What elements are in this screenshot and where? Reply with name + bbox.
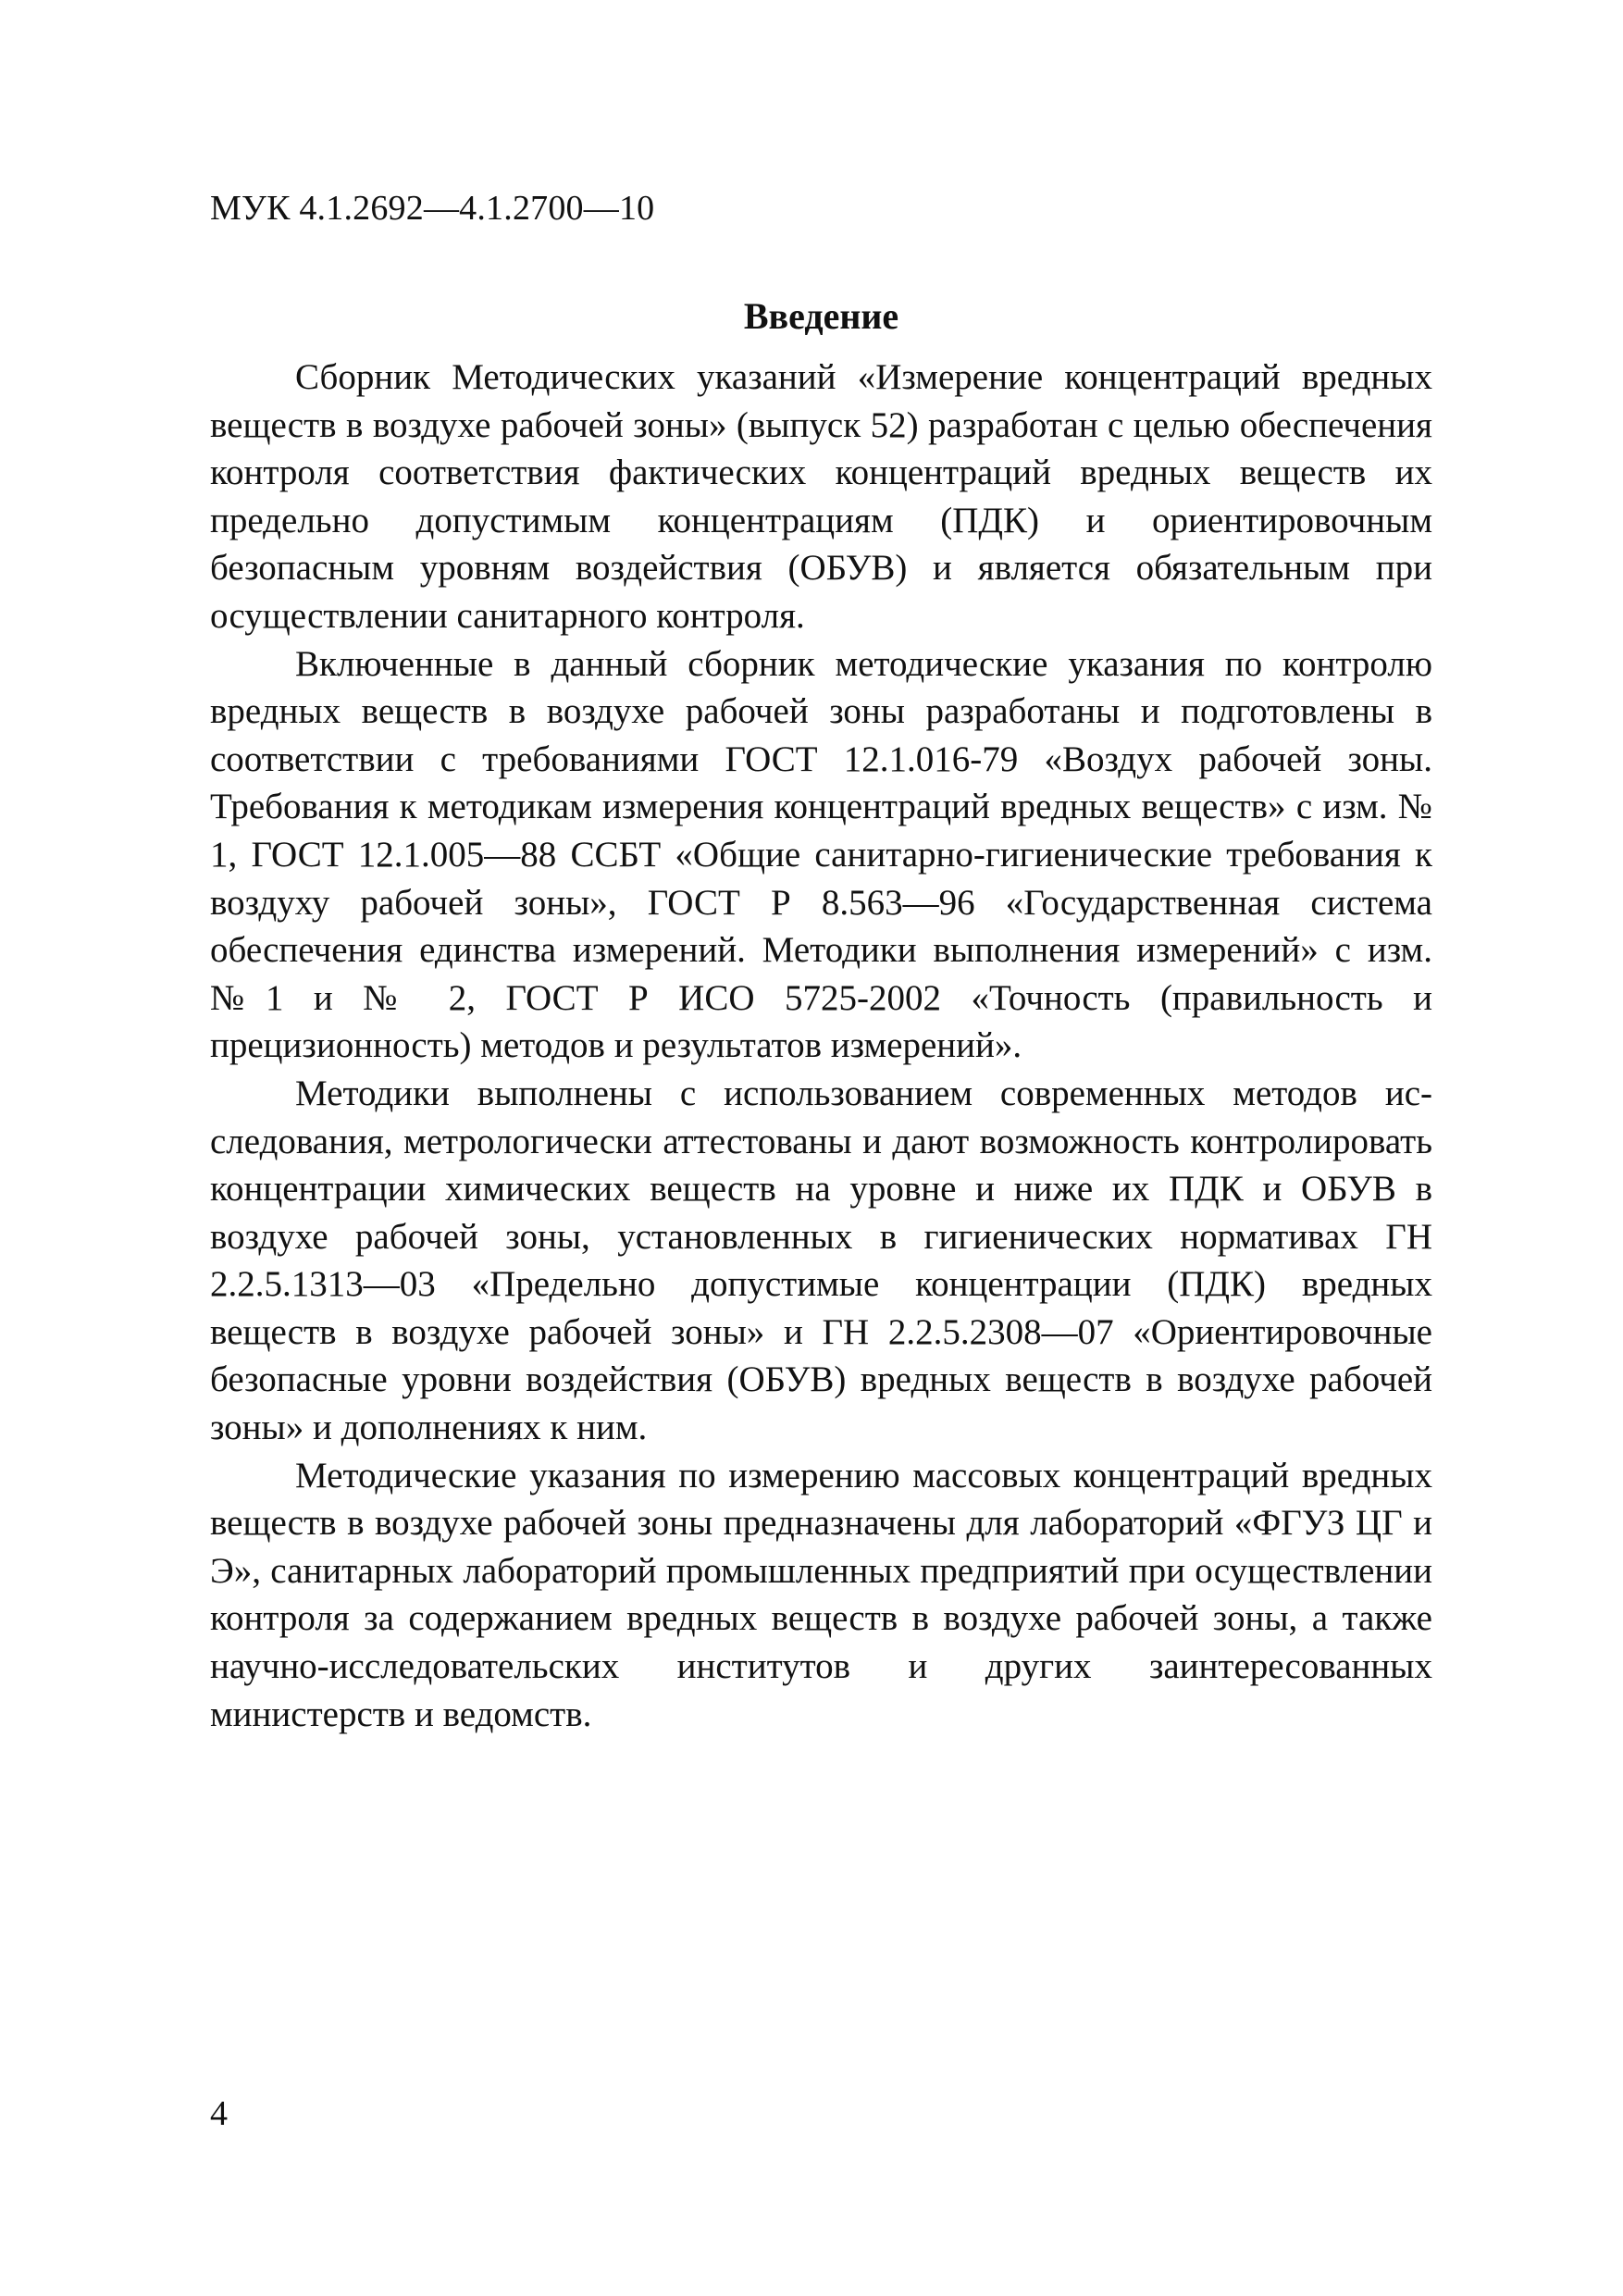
paragraph-4: Методические указания по измерению массовых концентраций вредных веществ в воздухе рабочей зоны предназначены для лабораторий «ФГУЗ ЦГ и Э», санитарных лабораторий промышленных предприятий при осуществлении контроля за содержанием вредных веществ в воздухе рабочей зоны, а также научно-исследовательских институтов и других заинтересованных министерств и ведомств.	[210, 1455, 1432, 1734]
paragraph-2: Включенные в данный сборник методические указания по контролю вредных веществ в воздухе рабочей зоны разработаны и подготовлены в соответствии с требованиями ГОСТ 12.1.016-79 «Воздух рабочей зоны. Требования к методикам измерения концентраций вредных веществ» с изм. № 1, ГОСТ 12.1.005—88 ССБТ «Общие санитарно-гигиенические требования к воздуху рабочей зоны», ГОСТ Р 8.563—96 «Государственная система обеспечения единства измерений. Методики выполнения измерений» с изм. №1 и № 2, ГОСТ Р ИСО 5725-2002 «Точность (правильность и прецизионность) методов и результатов измерений».	[210, 643, 1432, 1066]
body-text	[210, 354, 1432, 1738]
paragraph-1: Сборник Методических указаний «Измерение концентраций вредных веществ в воздухе рабочей зоны» (выпуск 52) разработан с целью обеспечения контроля соответствия фактических концентраций вредных веществ их предельно допустимым концентрациям (ПДК) и ориентировочным безопасным уровням воздействия (ОБУВ) и является обязательным при осуществлении санитарного контроля.	[210, 357, 1432, 636]
paragraph-3: Методики выполнены с использованием современных методов исследования, метрологически аттестованы и дают возможность контролировать концентрации химических веществ на уровне и ниже их ПДК и ОБУВ в воздухе рабочей зоны, установленных в гигиенических нормативах ГН 2.2.5.1313—03 «Предельно допустимые концентрации (ПДК) вредных веществ в воздухе рабочей зоны» и ГН 2.2.5.2308—07 «Ориентировочные безопасные уровни воздействия (ОБУВ) вредных веществ в воздухе рабочей зоны» и дополнениях к ним.	[210, 1073, 1432, 1448]
section-title: Введение	[743, 295, 899, 337]
page-number: 4	[210, 2094, 228, 2133]
document-code-header: МУК 4.1.2692—4.1.2700—10	[210, 189, 655, 228]
